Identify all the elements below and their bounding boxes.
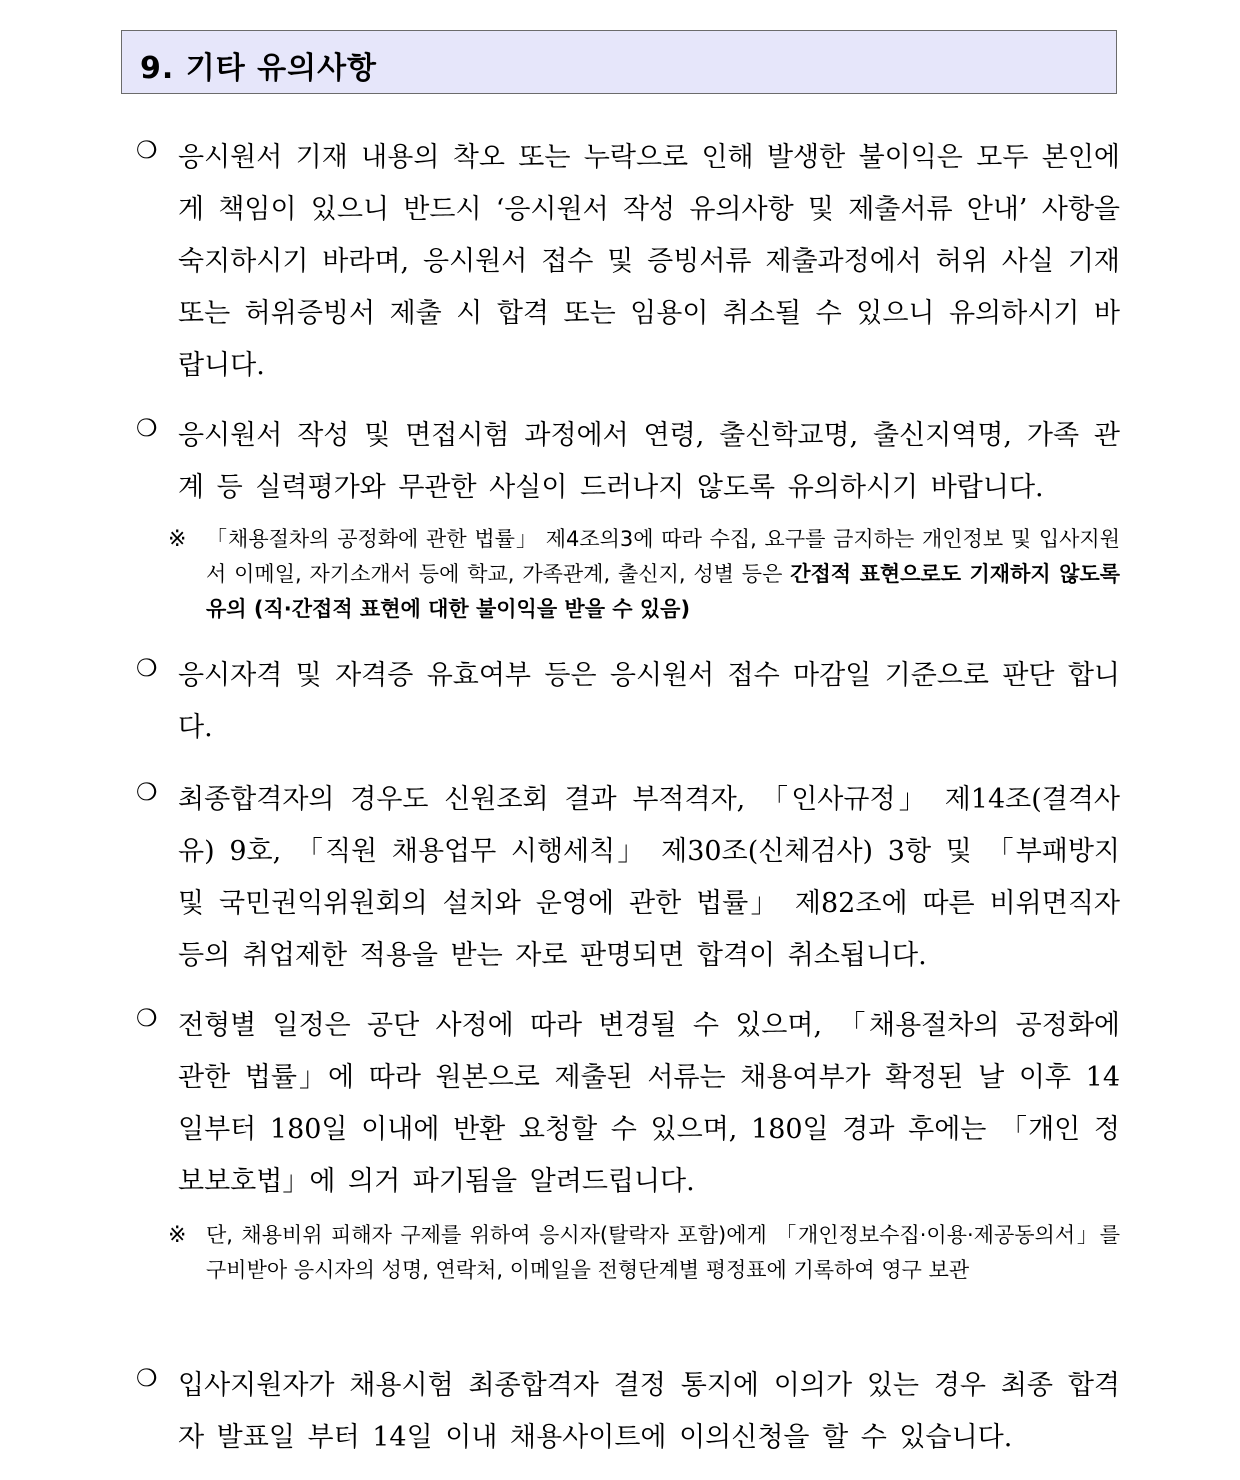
note-1 bbox=[168, 522, 1120, 627]
section-title: 9. 기타 유의사항 bbox=[140, 51, 378, 86]
note-text-plain: 「채용절차의 공정화에 관한 법률」 제4조의3에 따라 수집, 요구를 금지하는 개인정보 및 입사지원서 이메일, 자기소개서 등에 학교, 가족관계, 출신지, 성별 등은 bbox=[206, 527, 1120, 586]
note-2 bbox=[168, 1218, 1120, 1288]
notice-text: 응시원서 기재 내용의 착오 또는 누락으로 인해 발생한 불이익은 모두 본인에게 책임이 있으니 반드시 ‘응시원서 작성 유의사항 및 제출서류 안내’ 사항을 숙지하시기 바라며, 응시원서 접수 및 증빙서류 제출과정에서 허위 사실 기재 또는 허위증빙서 제출 시 합격 또는 임용이 취소될 수 있으니 유의하시기 바랍니다. bbox=[178, 142, 1120, 381]
notice-text: 응시원서 작성 및 면접시험 과정에서 연령, 출신학교명, 출신지역명, 가족 관계 등 실력평가와 무관한 사실이 드러나지 않도록 유의하시기 바랍니다. bbox=[178, 420, 1120, 503]
notice-item-3 bbox=[136, 650, 1120, 754]
notice-text: 최종합격자의 경우도 신원조회 결과 부적격자, 「인사규정」 제14조(결격사유) 9호, 「직원 채용업무 시행세칙」 제30조(신체검사) 3항 및 「부패방지 및 국민권익위원회의 설치와 운영에 관한 법률」 제82조에 따른 비위면직자 등의 취업제한 적용을 받는 자로 판명되면 합격이 취소됩니다. bbox=[178, 784, 1120, 971]
note-text: 단, 채용비위 피해자 구제를 위하여 응시자(탈락자 포함)에게 「개인정보수집·이용·제공동의서」를 구비받아 응시자의 성명, 연락처, 이메일을 전형단계별 평정표에 기록하여 영구 보관 bbox=[206, 1223, 1120, 1282]
note-mark: ※ bbox=[168, 1223, 187, 1248]
note-text-bold: 간접적 표현으로도 기재하지 않도록 유의 (직·간접적 표현에 대한 불이익을 받을 수 있음) bbox=[206, 562, 1120, 621]
bullet-icon: ❍ bbox=[136, 136, 158, 164]
notice-item-6 bbox=[136, 1360, 1120, 1464]
notice-item-4 bbox=[136, 774, 1120, 982]
notice-text: 입사지원자가 채용시험 최종합격자 결정 통지에 이의가 있는 경우 최종 합격자 발표일 부터 14일 이내 채용사이트에 이의신청을 할 수 있습니다. bbox=[178, 1370, 1120, 1453]
bullet-icon: ❍ bbox=[136, 1004, 158, 1032]
notice-item-5 bbox=[136, 1000, 1120, 1208]
note-text bbox=[206, 522, 1120, 627]
note-mark: ※ bbox=[168, 527, 187, 552]
notice-text: 전형별 일정은 공단 사정에 따라 변경될 수 있으며, 「채용절차의 공정화에 관한 법률」에 따라 원본으로 제출된 서류는 채용여부가 확정된 날 이후 14일부터 180일 이내에 반환 요청할 수 있으며, 180일 경과 후에는 「개인 정보보호법」에 의거 파기됨을 알려드립니다. bbox=[178, 1010, 1120, 1197]
notice-item-1 bbox=[136, 132, 1120, 392]
bullet-icon: ❍ bbox=[136, 1364, 158, 1392]
notice-item-2 bbox=[136, 410, 1120, 514]
section-header bbox=[121, 30, 1117, 94]
bullet-icon: ❍ bbox=[136, 654, 158, 682]
bullet-icon: ❍ bbox=[136, 778, 158, 806]
notice-text: 응시자격 및 자격증 유효여부 등은 응시원서 접수 마감일 기준으로 판단 합니다. bbox=[178, 660, 1120, 743]
bullet-icon: ❍ bbox=[136, 414, 158, 442]
